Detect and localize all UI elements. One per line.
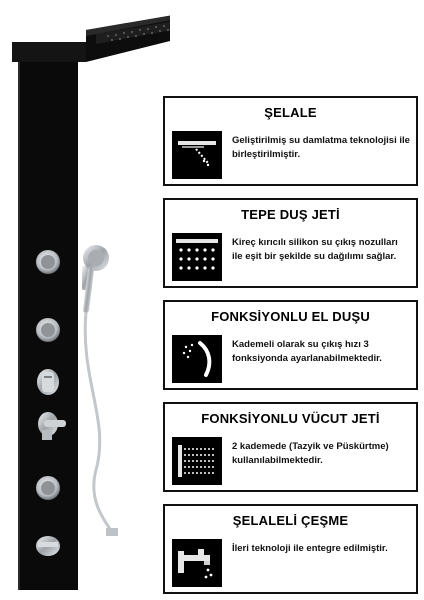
feature-title: FONKSİYONLU VÜCUT JETİ [201,411,380,426]
body-jet-middle [36,318,60,342]
thermostat-knob [37,369,59,395]
waterfall-spout [36,536,60,556]
feature-description: 2 kademede (Tazyik ve Püskürtme) kullanılabilmektedir. [232,441,389,466]
body-jet-top [36,250,60,274]
panel-body [12,42,86,590]
feature-title: FONKSİYONLU EL DUŞU [211,309,370,324]
feature-card-waterfall-spout [163,504,418,594]
waterfall-icon [172,131,222,179]
hand-shower [82,245,118,536]
waterfall-spout-icon [172,539,222,587]
body-jet-bottom [36,476,60,500]
rain-shower-icon [172,233,222,281]
feature-card-rain-shower [163,198,418,288]
feature-title: ŞELALE [264,105,317,120]
feature-title: ŞELALELİ ÇEŞME [232,513,349,528]
feature-card-body-jet [163,402,418,492]
hand-shower-icon [172,335,222,383]
shower-panel-illustration [0,0,170,600]
feature-description: Geliştirilmiş su damlatma teknolojisi ile birleştirilmiştir. [232,135,410,160]
feature-description: Kireç kırıcılı silikon su çıkış nozulları ile eşit bir şekilde su dağılımı sağlar. [232,237,398,262]
body-jet-icon [172,437,222,485]
feature-description: İleri teknoloji ile entegre edilmiştir. [232,543,388,554]
feature-card-hand-shower [163,300,418,390]
feature-card-waterfall [163,96,418,186]
feature-title: TEPE DUŞ JETİ [241,207,340,222]
feature-description: Kademeli olarak su çıkış hızı 3 fonksiyonda ayarlanabilmektedir. [232,339,382,364]
